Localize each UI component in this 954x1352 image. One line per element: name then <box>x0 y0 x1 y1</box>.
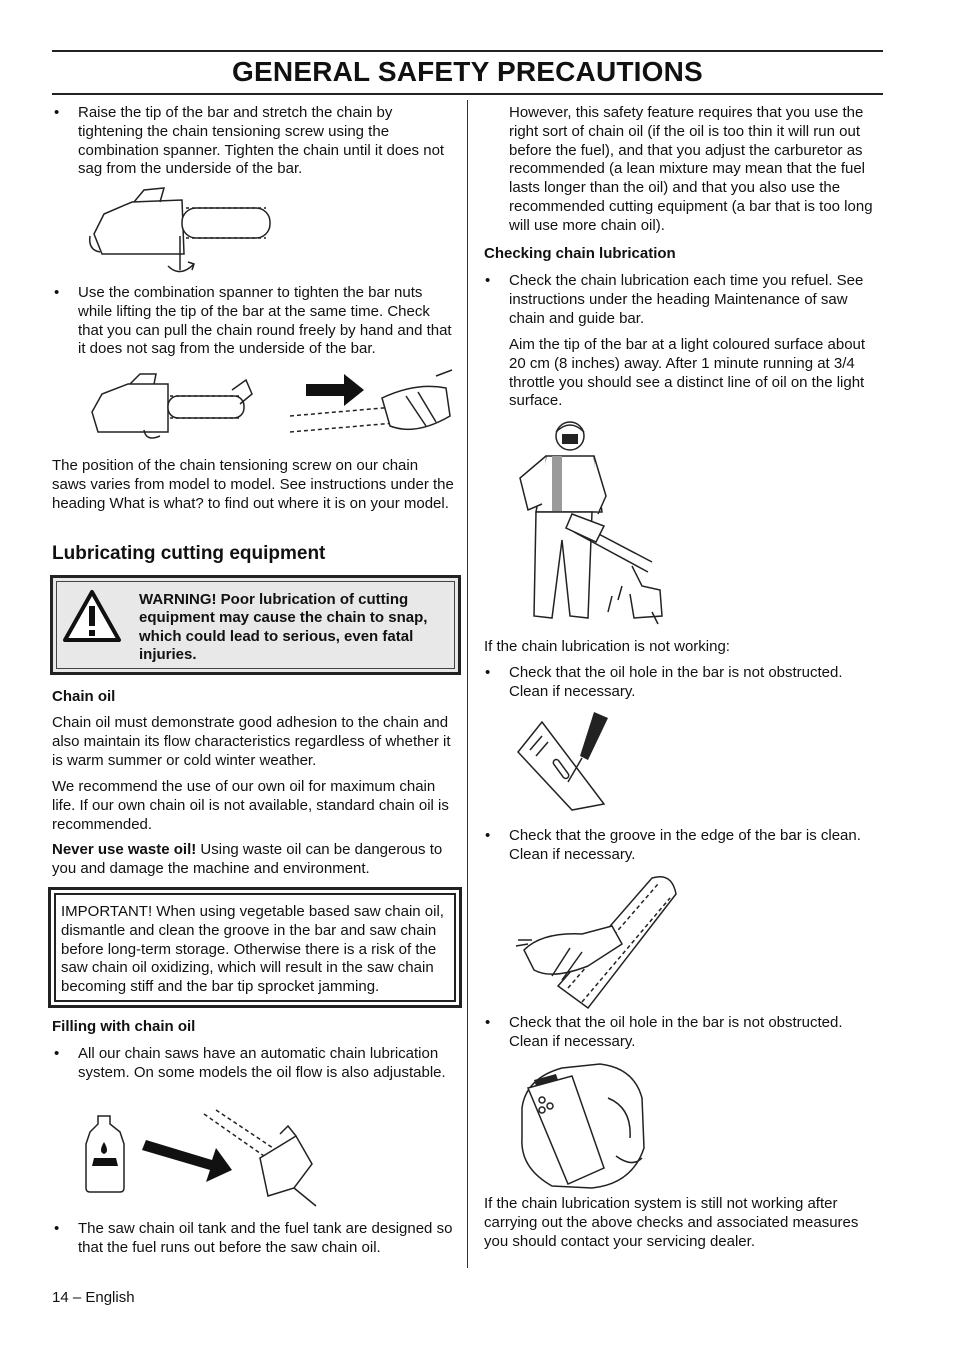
bullet-groove-clean: • Check that the groove in the edge of the bar is clean. Clean if necessary. <box>485 827 861 863</box>
heading-chain-oil: Chain oil <box>52 688 116 705</box>
bullet-tank-design: • The saw chain oil tank and the fuel tank are designed so that the fuel runs out before the saw chain oil. <box>54 1220 453 1256</box>
screwdriver-oil-hole-illustration <box>512 708 612 816</box>
bullet-tighten-nuts: • Use the combination spanner to tighten the bar nuts while lifting the tip of the bar at the same time. Check that you can pull the chain round freely by hand and that it does not sag from the underside of the bar. <box>54 284 452 358</box>
para-chain-oil-adhesion: Chain oil must demonstrate good adhesion to the chain and also maintain its flow characteristics regardless of whether it is warm summer or cold winter weather. <box>52 714 451 769</box>
chainsaw-tension-illustration <box>84 186 276 278</box>
para-contact-dealer: If the chain lubrication system is still not working after carrying out the above checks and associated measures you should contact your servicing dealer. <box>484 1195 859 1250</box>
para-if-not-working: If the chain lubrication is not working: <box>484 638 730 655</box>
bullet-check-each-refuel: • Check the chain lubrication each time you refuel. See instructions under the heading Maintenance of saw chain and guide bar. <box>485 272 864 327</box>
bullet-oil-hole-2: • Check that the oil hole in the bar is not obstructed. Clean if necessary. <box>485 1014 843 1050</box>
bullet-tension-chain: • Raise the tip of the bar and stretch the chain by tightening the chain tensioning screw using the combination spanner. Tighten the chain until it does not sag from the underside of the bar. <box>54 104 445 178</box>
heading-lubricating: Lubricating cutting equipment <box>52 543 326 564</box>
bullet-oil-hole-1: • Check that the oil hole in the bar is not obstructed. Clean if necessary. <box>485 664 843 700</box>
page-number: 14 – English <box>52 1289 135 1306</box>
oil-hole-inspection-illustration <box>512 1058 652 1192</box>
warning-triangle-icon <box>61 588 123 644</box>
warning-box <box>50 575 461 675</box>
important-text: IMPORTANT! When using vegetable based saw chain oil, dismantle and clean the groove in the bar and saw chain before long-term storage. Otherwise there is a risk of the saw chain oil oxidizing, which will result in the saw chain becoming stiff and the bar tip sprocket jamming. <box>61 903 444 996</box>
heading-filling: Filling with chain oil <box>52 1018 196 1035</box>
hand-pull-chain-illustration <box>286 366 456 452</box>
para-chain-screw-position: The position of the chain tensioning screw on our chain saws varies from model to model. See instructions under the heading What is what? to find out where it is on your model. <box>52 457 454 512</box>
groove-cleaning-illustration <box>512 870 682 1012</box>
warning-text: WARNING! Poor lubrication of cutting equipment may cause the chain to snap, which could lead to serious, even fatal injuries. <box>139 591 428 664</box>
oil-filling-illustration <box>84 1108 324 1216</box>
column-divider <box>467 100 468 1268</box>
header-bottom-rule <box>52 93 883 95</box>
para-however-safety-feature: However, this safety feature requires that you use the right sort of chain oil (if the oil is too thin it will run out before the fuel), and that you adjust the carburetor as recommended (a lean mixture may mean that the fuel lasts longer than the oil) and that you also use the recommended cutting equipment (a bar that is too long will use more chain oil). <box>509 104 873 234</box>
header-top-rule <box>52 50 883 52</box>
page-title: GENERAL SAFETY PRECAUTIONS <box>232 56 703 87</box>
para-aim-bar-tip: Aim the tip of the bar at a light coloured surface about 20 cm (8 inches) away. After 1 minute running at 3/4 throttle you should see a distinct line of oil on the light surface. <box>509 336 866 410</box>
operator-testing-oil-illustration <box>512 416 672 632</box>
bullet-automatic-lubrication: • All our chain saws have an automatic chain lubrication system. On some models the oil flow is also adjustable. <box>54 1045 446 1081</box>
important-box <box>48 887 462 1008</box>
para-chain-oil-recommend: We recommend the use of our own oil for maximum chain life. If our own chain oil is not available, standard chain oil is recommended. <box>52 778 449 833</box>
para-never-waste-oil: Never use waste oil! Using waste oil can be dangerous to you and damage the machine and environment. <box>52 841 443 877</box>
heading-checking-lubrication: Checking chain lubrication <box>484 245 676 262</box>
chainsaw-lift-tip-illustration <box>84 370 254 446</box>
